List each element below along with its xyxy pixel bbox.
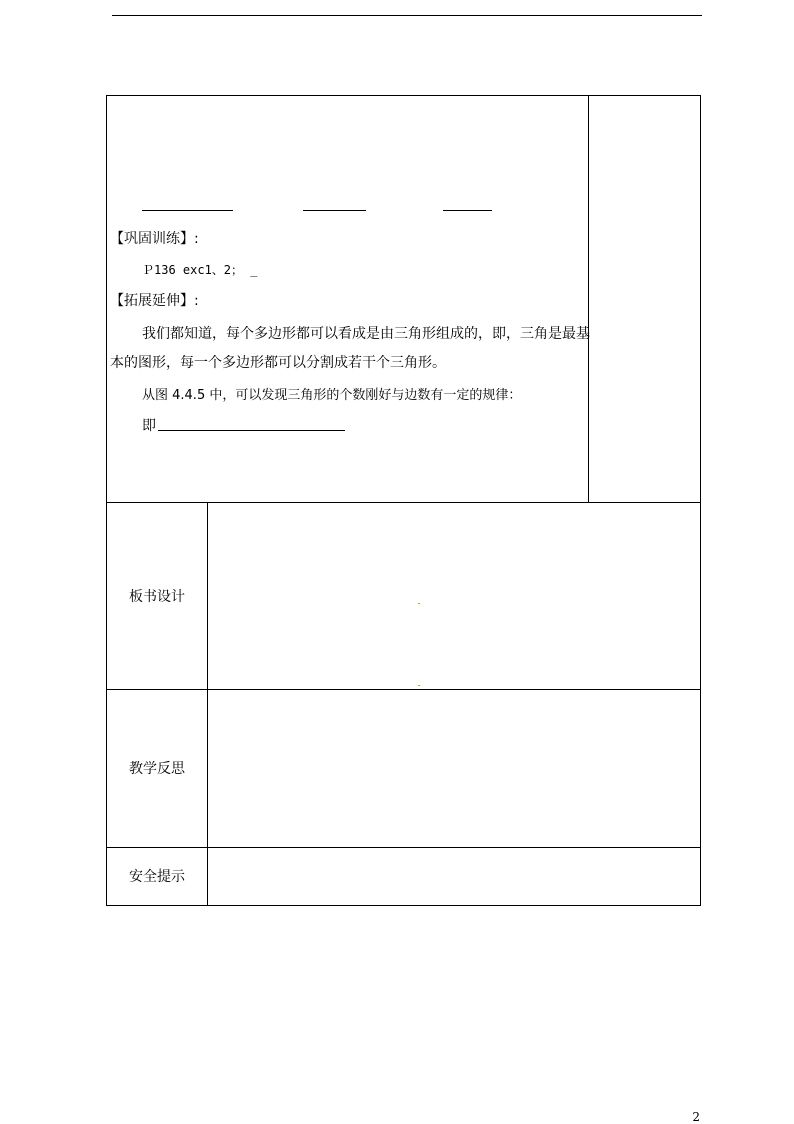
- section-practice-heading: 【巩固训练】:: [110, 231, 199, 247]
- section-extend-heading: 【拓展延伸】:: [110, 293, 199, 309]
- label-column-divider: [207, 502, 208, 906]
- page-number: 2: [692, 1110, 700, 1124]
- practice-exercises: Ｐ136 exc1、2； _: [142, 263, 258, 277]
- rule-answer-blank[interactable]: [158, 430, 345, 431]
- stray-mark-1: [418, 603, 420, 604]
- right-column-divider: [588, 96, 589, 502]
- row-label-reflection: 教学反思: [129, 761, 185, 777]
- header-rule: [112, 15, 702, 16]
- stray-mark-2: [418, 685, 420, 686]
- answer-blank-2[interactable]: [303, 210, 366, 211]
- row-label-board-design: 板书设计: [129, 589, 185, 605]
- lesson-table: [106, 95, 701, 906]
- row-divider-3: [107, 847, 700, 848]
- ji-label: 即: [142, 418, 156, 434]
- paragraph-2: 从图 4.4.5 中，可以发现三角形的个数刚好与边数有一定的规律：: [142, 388, 522, 403]
- paragraph-1-line-1: 我们都知道，每个多边形都可以看成是由三角形组成的，即，三角是最基: [142, 326, 590, 342]
- paragraph-1-line-2: 本的图形，每一个多边形都可以分割成若干个三角形。: [110, 355, 446, 371]
- answer-blank-3[interactable]: [443, 210, 492, 211]
- answer-blank-1[interactable]: [142, 210, 233, 211]
- row-divider-2: [107, 689, 700, 690]
- row-divider-1: [107, 502, 700, 503]
- row-label-safety: 安全提示: [129, 869, 185, 885]
